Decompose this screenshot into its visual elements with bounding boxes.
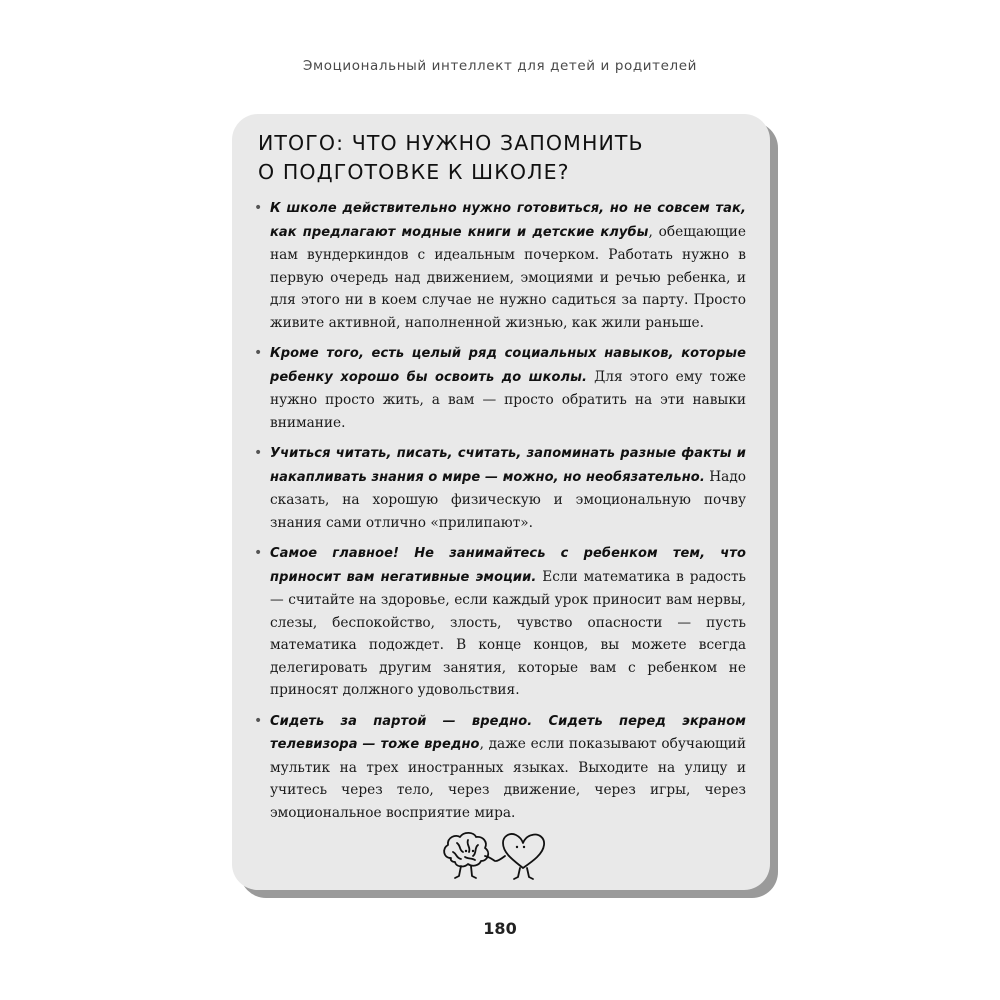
brain-icon: [444, 833, 495, 878]
box-title: [258, 129, 746, 187]
item-highlight: Самое главное! Не занимайтесь с ребенком тем, что приносит вам негативные эмоции.: [270, 546, 746, 585]
summary-box: [232, 114, 770, 890]
item-text: , обещающие нам вундеркиндов с идеальным почерком. Работать нужно в первую очередь над движением, эмоциями и речью ребенка, и для этого ни в коем случае не нужно садиться за парту. Просто живите активной, наполненной жизнью, как жили раньше.: [270, 223, 746, 331]
heart-icon: [496, 834, 544, 879]
summary-list: [256, 197, 746, 824]
box-title-line1: ИТОГО: ЧТО НУЖНО ЗАПОМНИТЬ: [258, 131, 644, 155]
item-text: Для этого ему тоже нужно просто жить, а вам — просто обратить на эти навыки внимание.: [270, 368, 746, 431]
list-item: [256, 710, 746, 825]
page-number: 180: [483, 919, 517, 938]
list-item: [256, 442, 746, 534]
box-title-line2: О ПОДГОТОВКЕ К ШКОЛЕ?: [258, 160, 570, 184]
item-text: , даже если показывают обучающий мультик на трех иностранных языках. Выходите на улицу и учитесь через тело, через движение, через игры, через эмоциональное восприятие мира.: [270, 736, 746, 821]
faces: [465, 846, 525, 852]
item-highlight: К школе действительно нужно готовиться, но не совсем так, как предлагают модные книги и детские клубы: [270, 201, 746, 240]
item-highlight: Кроме того, есть целый ряд социальных навыков, которые ребенку хорошо бы освоить до школы.: [270, 346, 746, 385]
item-highlight: Учиться читать, писать, считать, запоминать разные факты и накапливать знания о мире — можно, но необязательно.: [270, 446, 746, 485]
list-item: [256, 542, 746, 702]
item-text: Если математика в радость — считайте на здоровье, если каждый урок приносит вам нервы, слезы, беспокойство, злость, чувство опасности — пусть математика подождет. В конце концов, вы можете всегда делегировать другим занятия, которые вам с ребенком не приносят должного удовольствия.: [270, 568, 746, 698]
item-highlight: Сидеть за партой — вредно. Сидеть перед экраном телевизора — тоже вредно: [270, 713, 746, 752]
brain-heart-illustration: [437, 828, 557, 884]
list-item: [256, 342, 746, 434]
item-text: Надо сказать, на хорошую физическую и эмоциональную почву знания сами отлично «прилипают».: [270, 468, 746, 531]
running-title: Эмоциональный интеллект для детей и родителей: [302, 58, 698, 74]
list-item: [256, 197, 746, 334]
